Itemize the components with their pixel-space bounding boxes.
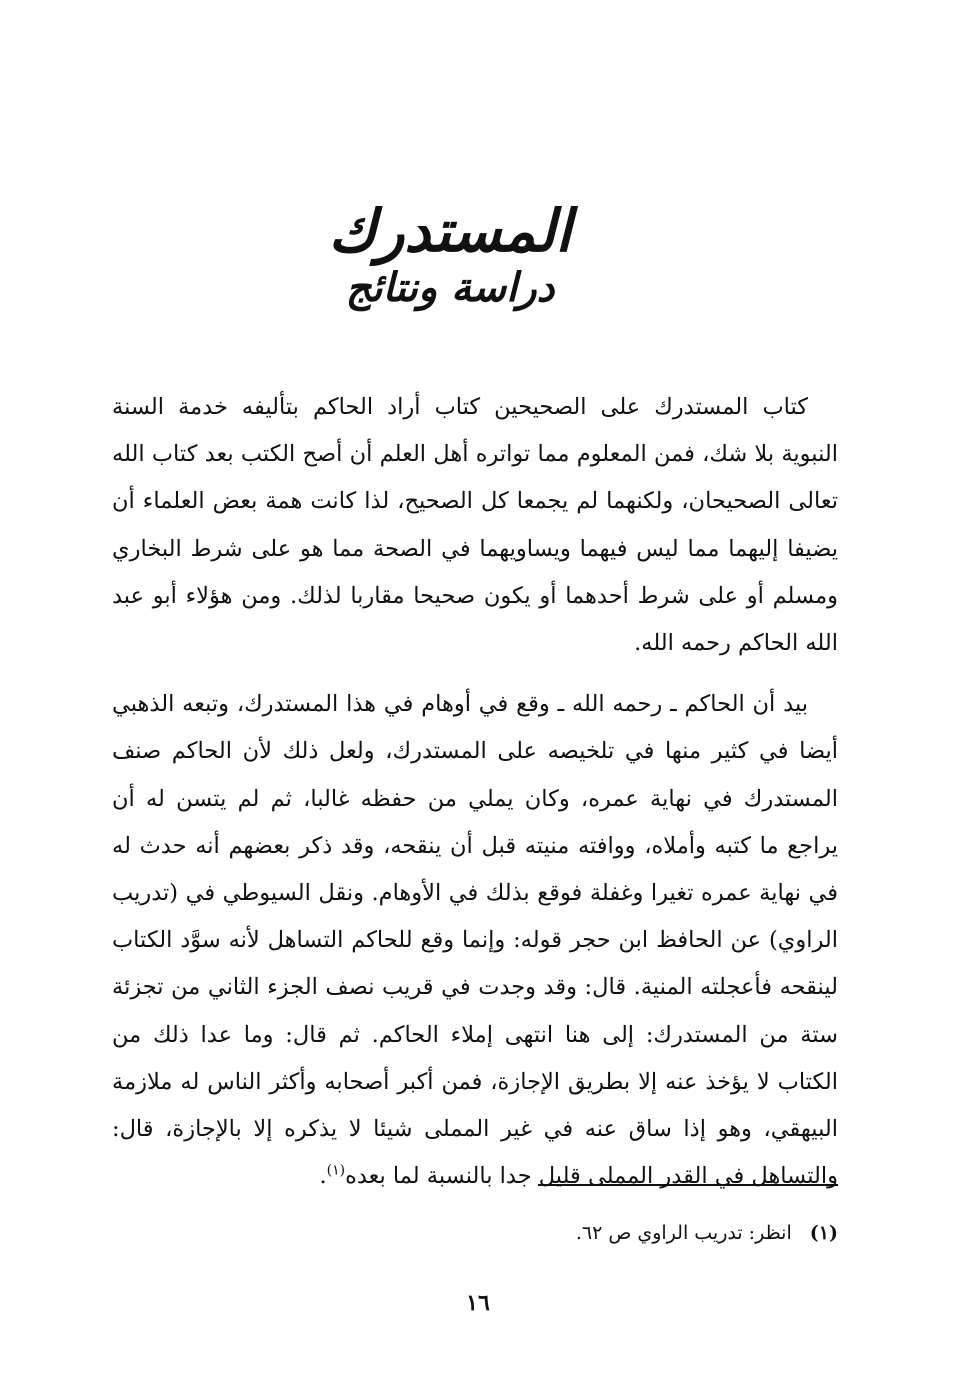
footnote-marker: (١) (809, 1222, 838, 1244)
footnote (400, 1218, 838, 1248)
footnote-divider (538, 1184, 838, 1186)
body-text (112, 384, 838, 1200)
paragraph-1: كتاب المستدرك على الصحيحين كتاب أراد الحاكم بتأليفه خدمة السنة النبوية بلا شك، فمن المعلوم مما تواتره أهل العلم أن أصح الكتب بعد كتاب الله تعالى الصحيحان، ولكنهما لم يجمعا كل الصحيح، لذا كانت همة بعض العلماء أن يضيفا إليهما مما ليس فيهما ويساويهما في الصحة مما هو على شرط البخاري ومسلم أو على شرط أحدهما أو يكون صحيحا مقاربا لذلك. ومن هؤلاء أبو عبد الله الحاكم رحمه الله. (112, 394, 838, 657)
page-number: ١٦ (466, 1290, 490, 1316)
footnote-text: انظر: تدريب الراوي ص ٦٢. (575, 1222, 792, 1244)
footnote-reference: (١) (326, 1162, 346, 1179)
chapter-title: المستدرك (328, 197, 572, 265)
chapter-heading (300, 197, 600, 311)
chapter-subtitle: دراسة ونتائج (345, 263, 555, 311)
paragraph-2-closing: . (319, 1163, 327, 1190)
paragraph-2-text: بيد أن الحاكم ـ رحمه الله ـ وقع في أوهام في هذا المستدرك، وتبعه الذهبي أيضا في كثير منها في تلخيصه على المستدرك، ولعل ذلك لأن الحاكم صنف المستدرك في نهاية عمره، وكان يملي من حفظه غالبا، ثم لم يتسن له أن يراجع ما كتبه وأملاه، ووافته منيته قبل أن ينقحه، وقد ذكر بعضهم أنه حدث له في نهاية عمره تغيرا وغفلة فوقع بذلك في الأوهام. ونقل السيوطي في (تدريب الراوي) عن الحافظ ابن حجر قوله: وإنما وقع للحاكم التساهل لأنه سوَّد الكتاب لينقحه فأعجلته المنية. قال: وقد وجدت في قريب نصف الجزء الثاني من تجزئة ستة من المستدرك: إلى هنا انتهى إملاء الحاكم. ثم قال: وما عدا ذلك من الكتاب لا يؤخذ عنه إلا بطريق الإجازة، فمن أكبر أصحابه وأكثر الناس له ملازمة البيهقي، وهو إذا ساق عنه في غير المملى شيئا لا يذكره إلا بالإجازة، قال: والتساهل في القدر المملى قليل جدا بالنسبة لما بعده (112, 691, 838, 1190)
paragraph-2 (112, 681, 838, 1200)
